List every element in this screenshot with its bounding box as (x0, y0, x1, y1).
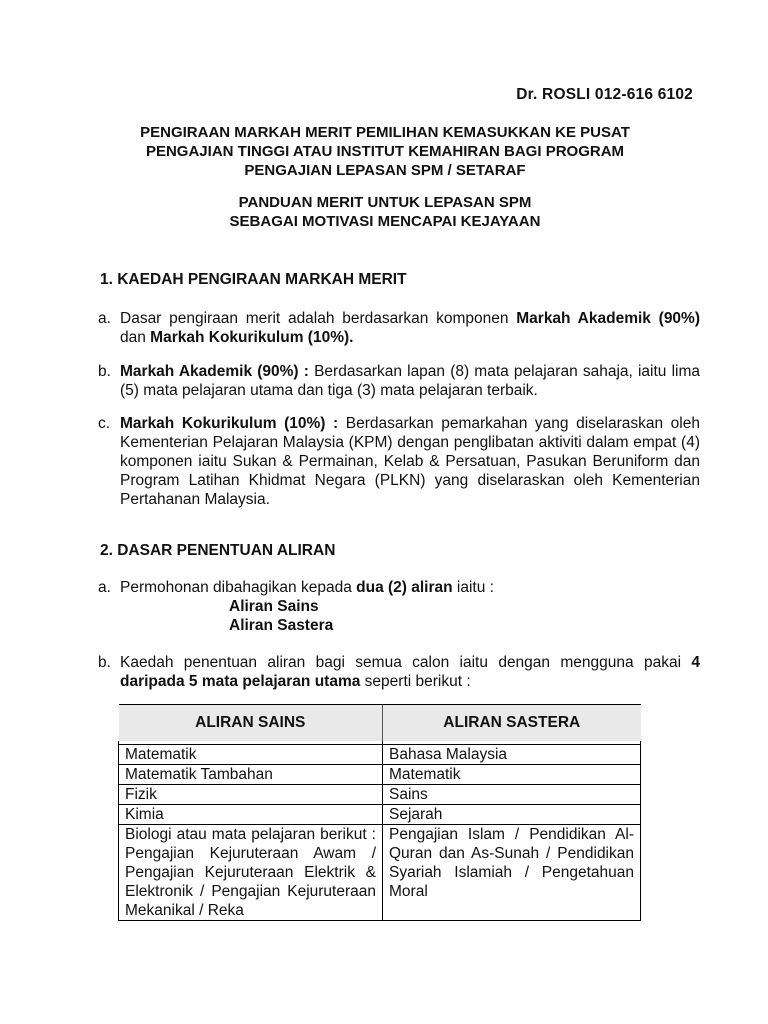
section-2-item-a (98, 578, 700, 635)
bold-run: 4 daripada 5 mata pelajaran utama (120, 654, 700, 690)
item-marker: c. (98, 415, 111, 432)
text-run: dan (120, 329, 151, 346)
text-run: Kaedah penentuan aliran bagi semua calon iaitu dengan mengguna pakai (120, 654, 692, 671)
section-1-item-a (98, 309, 700, 347)
text-run: iaitu : (452, 579, 494, 596)
section-1-heading: 1. KAEDAH PENGIRAAN MARKAH MERIT (100, 271, 407, 288)
table-cell: Pengajian Islam / Pendidikan Al-Quran dan As-Sunah / Pendidikan Syariah Islamiah / Pengetahuan Moral (383, 825, 641, 921)
bold-run: Markah Kokurikulum (10%) : (120, 415, 339, 432)
subtitle-line-2: SEBAGAI MOTIVASI MENCAPAI KEJAYAAN (229, 213, 541, 230)
text-run: Berdasarkan pemarkahan yang diselaraskan oleh Kementerian Pelajaran Malaysia (KPM) dengan penglibatan aktiviti dalam empat (4) komponen iaitu Sukan & Permainan, Kelab & Persatuan, Pasukan Beruniform dan Program Latihan Khidmat Negara (PLKN) yang diselaraskan oleh Kementerian Pertahanan Malaysia. (120, 415, 700, 508)
table-row (119, 825, 641, 921)
item-marker: b. (98, 654, 111, 671)
text-run: Berdasarkan lapan (8) mata pelajaran sahaja, iaitu lima (5) mata pelajaran utama dan tiga (3) mata pelajaran terbaik. (120, 363, 700, 399)
table-cell: Bahasa Malaysia (383, 745, 641, 765)
item-marker: a. (98, 579, 111, 596)
section-1-item-b (98, 362, 700, 400)
item-text (120, 653, 700, 691)
bold-run: Markah Akademik (90%) : (120, 363, 309, 380)
text-run: Dasar pengiraan merit adalah berdasarkan komponen (120, 310, 517, 327)
section-1-item-c (98, 414, 700, 509)
title-line-2: PENGAJIAN TINGGI ATAU INSTITUT KEMAHIRAN BAGI PROGRAM (145, 143, 625, 160)
stream-sains: Aliran Sains (229, 598, 319, 615)
item-text (120, 309, 700, 347)
bold-run: dua (2) aliran (356, 579, 453, 596)
item-text (120, 362, 700, 400)
table-cell: Matematik (119, 745, 383, 765)
item-text (120, 414, 700, 509)
bold-run: Markah Akademik (90%) (516, 310, 700, 327)
table-cell: Fizik (119, 785, 383, 805)
table-header-row (119, 705, 641, 742)
table-row (119, 805, 641, 825)
item-marker: b. (98, 363, 111, 380)
title-line-1: PENGIRAAN MARKAH MERIT PEMILIHAN KEMASUKKAN KE PUSAT (140, 124, 630, 141)
table-row (119, 745, 641, 765)
stream-sastera: Aliran Sastera (229, 617, 334, 634)
text-run: seperti berikut : (360, 673, 471, 690)
table-row (119, 765, 641, 785)
stream-subjects-table (118, 704, 641, 921)
text-run: Permohonan dibahagikan kepada (120, 579, 357, 596)
title-line-3: PENGAJIAN LEPASAN SPM / SETARAF (244, 162, 526, 179)
item-text (120, 578, 700, 635)
item-marker: a. (98, 310, 111, 327)
table-cell: Sejarah (383, 805, 641, 825)
section-2-heading: 2. DASAR PENENTUAN ALIRAN (100, 542, 336, 559)
table-row (119, 785, 641, 805)
document-title (80, 123, 690, 180)
table-cell: Matematik Tambahan (119, 765, 383, 785)
section-2-item-b (98, 653, 700, 691)
table-cell: Matematik (383, 765, 641, 785)
document-subtitle (80, 193, 690, 231)
table-cell: Sains (383, 785, 641, 805)
bold-run: Markah Kokurikulum (10%). (150, 329, 354, 346)
subtitle-line-1: PANDUAN MERIT UNTUK LEPASAN SPM (238, 194, 532, 211)
header-aliran-sastera: ALIRAN SASTERA (383, 705, 641, 742)
table-cell: Biologi atau mata pelajaran berikut : Pengajian Kejuruteraan Awam / Pengajian Kejuruteraan Elektrik & Elektronik / Pengajian Kejuruteraan Mekanikal / Reka (119, 825, 383, 921)
header-aliran-sains: ALIRAN SAINS (119, 705, 383, 742)
table-cell: Kimia (119, 805, 383, 825)
contact-line: Dr. ROSLI 012-616 6102 (516, 86, 693, 103)
